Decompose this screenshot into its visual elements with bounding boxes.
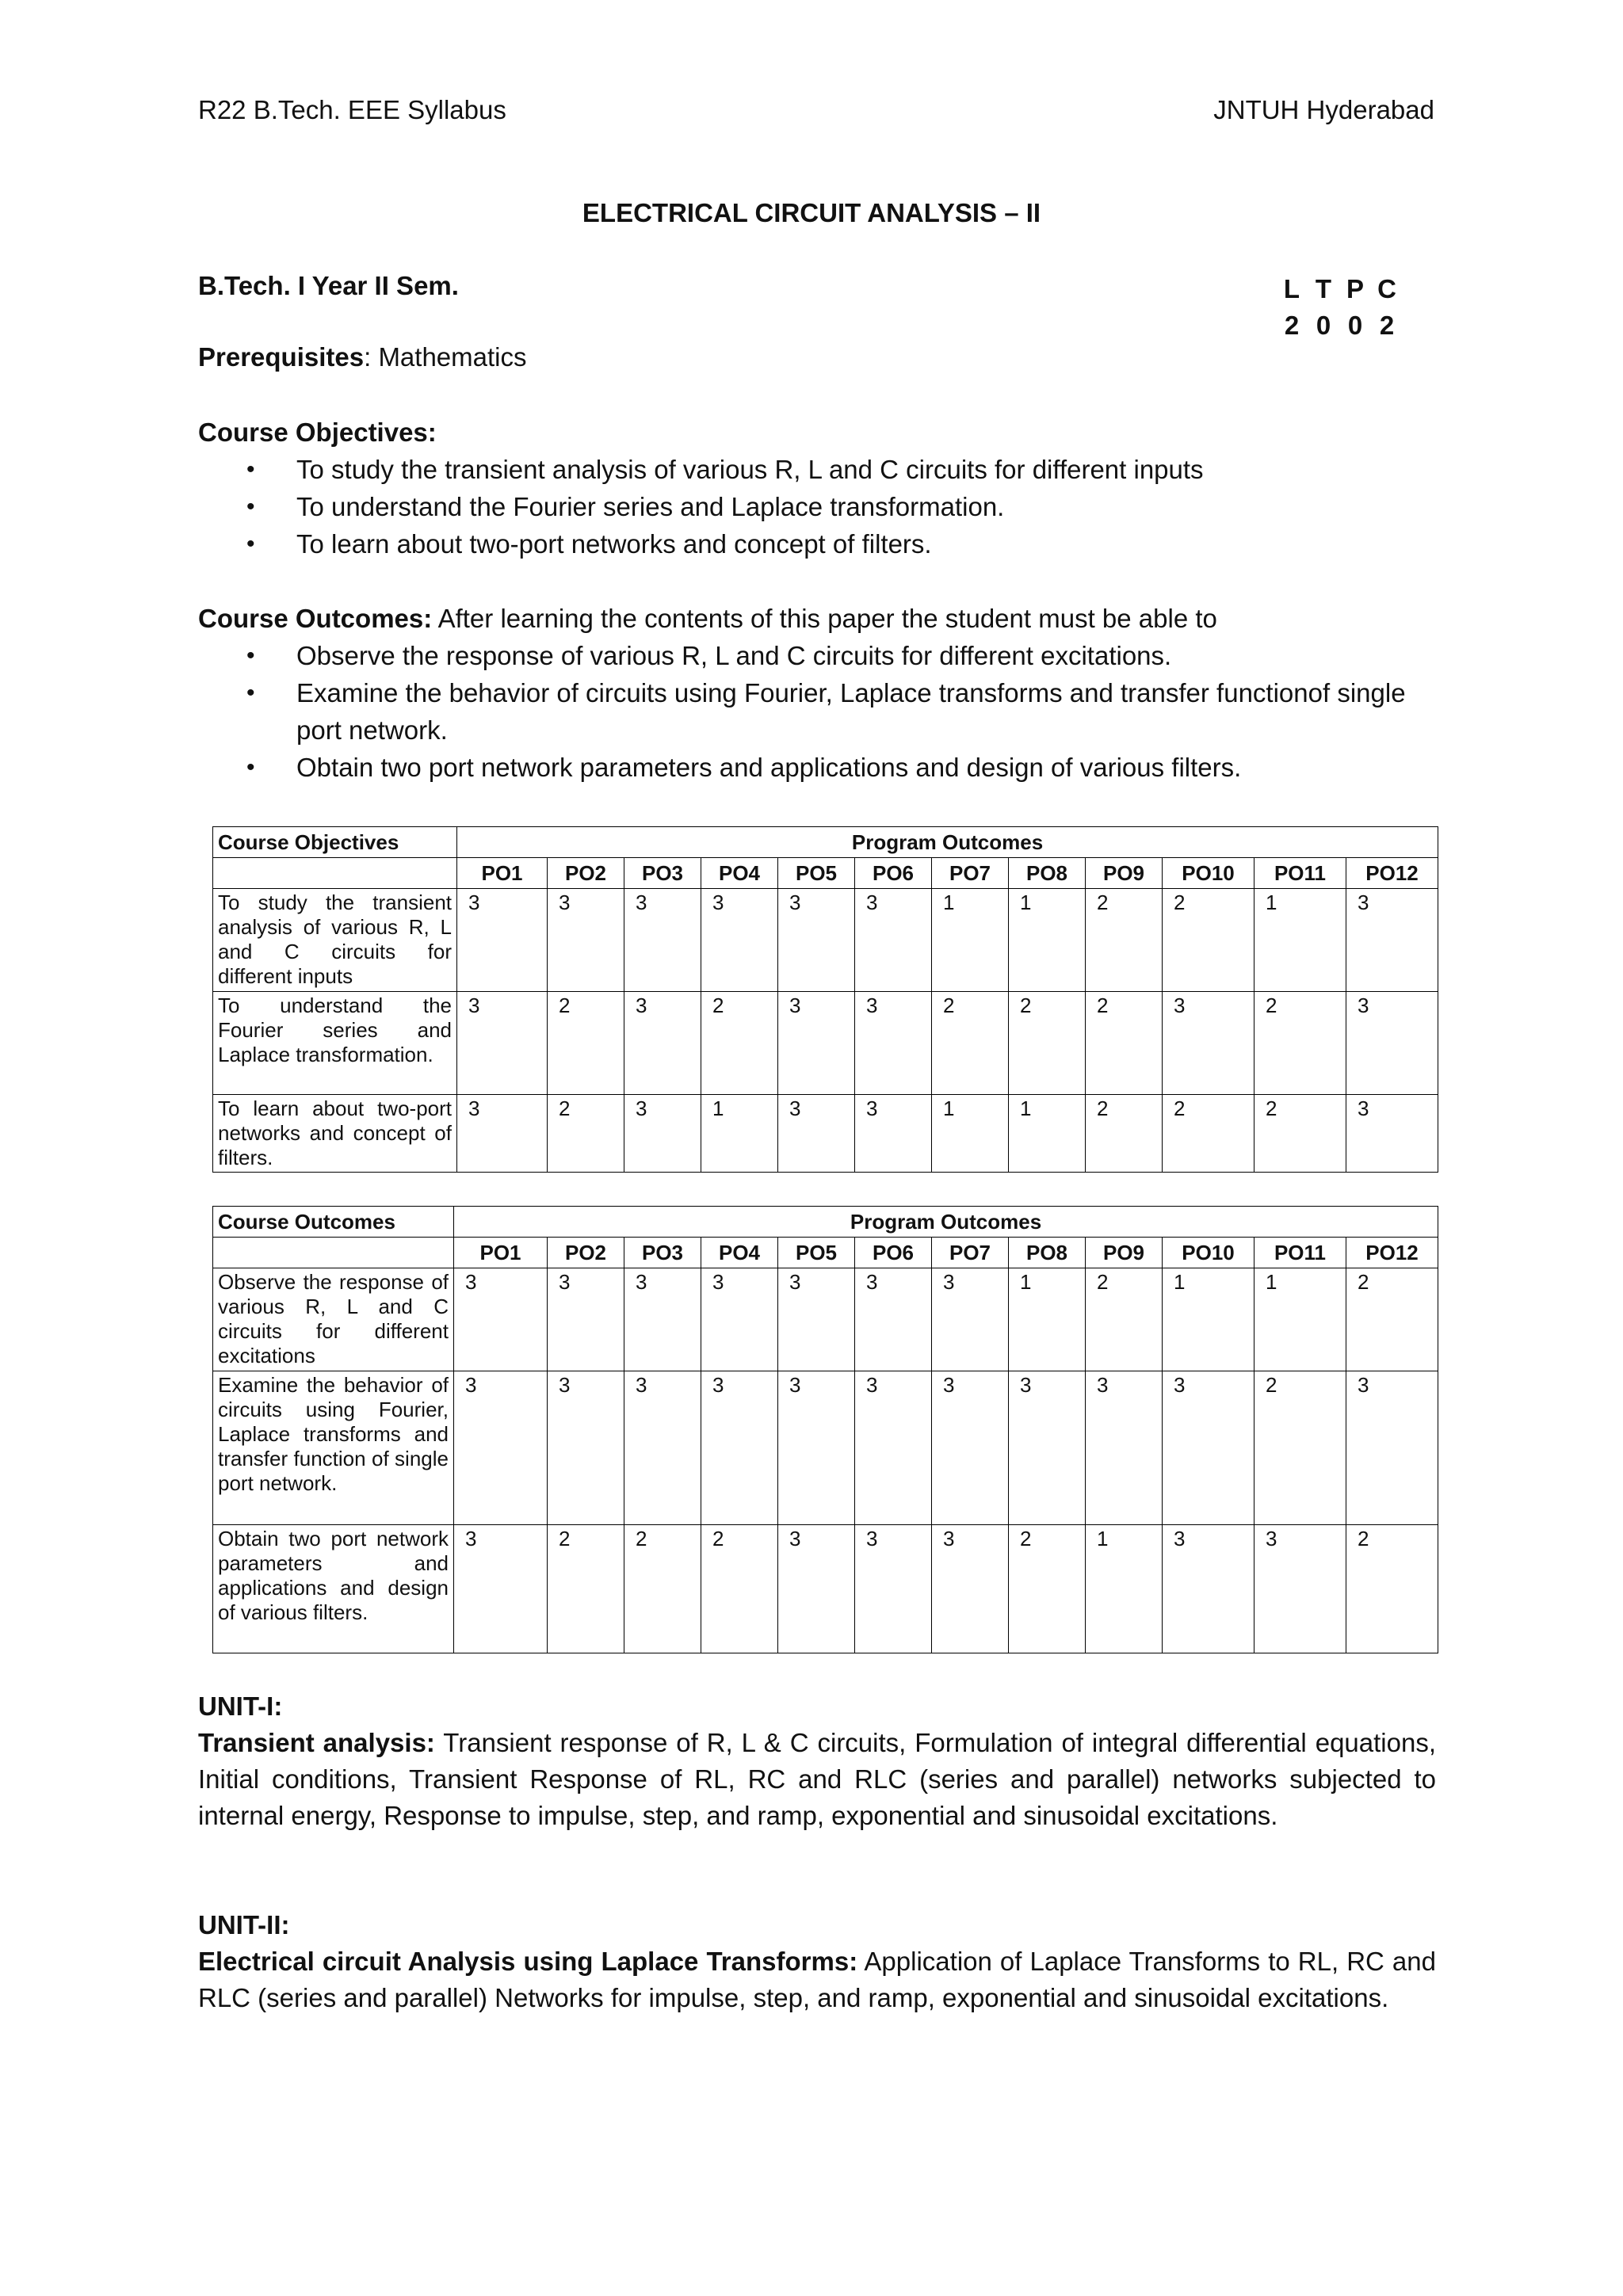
po-value: 1: [1086, 1525, 1163, 1653]
outcome-item: • Obtain two port network parameters and applications and design of various filters.: [296, 749, 1436, 786]
po-column-header: PO10: [1163, 858, 1254, 889]
program-outcomes-header: Program Outcomes: [454, 1207, 1438, 1238]
po-value: 2: [1163, 1095, 1254, 1173]
po-value: 2: [548, 1095, 624, 1173]
po-value: 2: [624, 1525, 701, 1653]
po-value: 3: [454, 1371, 548, 1525]
po-value: 3: [1163, 1371, 1254, 1525]
po-column-header: PO12: [1346, 858, 1438, 889]
po-value: 2: [1086, 992, 1163, 1095]
objective-item: • To study the transient analysis of various R, L and C circuits for different inputs: [296, 451, 1436, 488]
po-value: 3: [1346, 1371, 1438, 1525]
ltpc-table: [1276, 271, 1403, 344]
po-column-header: PO9: [1086, 1238, 1163, 1268]
row-label: Observe the response of various R, L and C circuits for different excitations: [213, 1268, 454, 1371]
ltpc-value-t: 0: [1316, 311, 1331, 340]
header-right: JNTUH Hyderabad: [1213, 95, 1434, 124]
po-column-header: PO1: [454, 1238, 548, 1268]
po-value: 2: [1346, 1525, 1438, 1653]
ltpc-value-l: 2: [1284, 311, 1300, 340]
po-value: 2: [1254, 1371, 1346, 1525]
po-column-header: PO4: [701, 1238, 778, 1268]
po-value: 3: [855, 992, 932, 1095]
table-row: [213, 1525, 1438, 1653]
po-column-header: PO6: [855, 1238, 932, 1268]
po-value: 3: [778, 1095, 855, 1173]
po-value: 3: [855, 1525, 932, 1653]
outcomes-heading: Course Outcomes:: [198, 604, 433, 633]
prerequisites-label: Prerequisites: [198, 342, 365, 372]
po-value: 2: [1346, 1268, 1438, 1371]
objectives-list: [198, 451, 1436, 563]
po-column-header: PO5: [778, 858, 855, 889]
po-value: 3: [932, 1371, 1009, 1525]
unit-2-heading: UNIT-II:: [198, 1910, 290, 1939]
po-value: 3: [457, 1095, 548, 1173]
blank-header-cell: [213, 858, 457, 889]
ltpc-value-c: 2: [1379, 311, 1395, 340]
po-value: 2: [548, 1525, 624, 1653]
po-value: 3: [1163, 992, 1254, 1095]
row-label: To study the transient analysis of various R, L and C circuits for different inputs: [213, 889, 457, 992]
po-value: 3: [701, 1268, 778, 1371]
po-value: 3: [548, 889, 624, 992]
po-value: 3: [548, 1268, 624, 1371]
po-column-header: PO9: [1086, 858, 1163, 889]
unit-2: [198, 1907, 1436, 2016]
ltpc-label-p: P: [1346, 274, 1364, 303]
course-outcomes: [198, 600, 1436, 786]
objective-item: • To understand the Fourier series and Laplace transformation.: [296, 488, 1436, 525]
row-label: Obtain two port network parameters and applications and design of various filters.: [213, 1525, 454, 1653]
po-value: 1: [701, 1095, 778, 1173]
po-value: 3: [855, 1371, 932, 1525]
po-value: 3: [454, 1268, 548, 1371]
po-value: 3: [548, 1371, 624, 1525]
po-value: 2: [1009, 992, 1086, 1095]
po-column-header: PO2: [548, 858, 624, 889]
po-value: 1: [932, 889, 1009, 992]
po-value: 3: [855, 1095, 932, 1173]
po-value: 2: [1009, 1525, 1086, 1653]
po-value: 3: [701, 1371, 778, 1525]
po-value: 2: [701, 992, 778, 1095]
outcomes-list: [198, 637, 1436, 786]
unit-1-topic: Transient analysis:: [198, 1728, 435, 1757]
outcome-item: • Examine the behavior of circuits using Fourier, Laplace transforms and transfer functionof single port network.: [296, 674, 1436, 749]
table-row: [213, 1371, 1438, 1525]
po-value: 3: [624, 992, 701, 1095]
po-value: 3: [457, 889, 548, 992]
po-value: 1: [1163, 1268, 1254, 1371]
course-title: ELECTRICAL CIRCUIT ANALYSIS – II: [582, 198, 1041, 227]
po-value: 3: [701, 889, 778, 992]
po-value: 3: [624, 1095, 701, 1173]
po-value: 2: [1163, 889, 1254, 992]
po-value: 3: [1009, 1371, 1086, 1525]
po-column-header: PO12: [1346, 1238, 1438, 1268]
ltpc-value-p: 0: [1347, 311, 1363, 340]
row-label: Examine the behavior of circuits using Fourier, Laplace transforms and transfer function of single port network.: [213, 1371, 454, 1525]
table-row: [213, 992, 1438, 1095]
prerequisites: [198, 342, 527, 372]
po-value: 2: [932, 992, 1009, 1095]
po-value: 3: [1346, 1095, 1438, 1173]
po-value: 3: [778, 1268, 855, 1371]
po-value: 3: [1086, 1371, 1163, 1525]
table-row: [213, 1268, 1438, 1371]
table-row: [213, 889, 1438, 992]
unit-1: [198, 1688, 1436, 1834]
po-value: 3: [778, 992, 855, 1095]
row-label: To learn about two-port networks and concept of filters.: [213, 1095, 457, 1173]
po-column-header: PO11: [1254, 1238, 1346, 1268]
po-value: 1: [1254, 889, 1346, 992]
table-corner-header: Course Outcomes: [213, 1207, 454, 1238]
po-value: 1: [1009, 889, 1086, 992]
po-value: 2: [1086, 1268, 1163, 1371]
semester: B.Tech. I Year II Sem.: [198, 271, 459, 300]
table-corner-header: Course Objectives: [213, 827, 457, 858]
unit-2-topic: Electrical circuit Analysis using Laplace Transforms:: [198, 1947, 858, 1976]
unit-2-text: Application of Laplace Transforms to RL, RC and RLC (series and parallel) Networks for impulse, step, and ramp, exponential and sinusoidal excitations.: [198, 1947, 1436, 2012]
po-column-header: PO10: [1163, 1238, 1254, 1268]
objective-item: • To learn about two-port networks and concept of filters.: [296, 525, 1436, 563]
po-column-header: PO1: [457, 858, 548, 889]
outcomes-po-table: [212, 1206, 1438, 1653]
po-value: 1: [1009, 1268, 1086, 1371]
po-value: 3: [457, 992, 548, 1095]
po-column-header: PO5: [778, 1238, 855, 1268]
po-value: 1: [932, 1095, 1009, 1173]
po-column-header: PO8: [1009, 858, 1086, 889]
po-value: 2: [1086, 889, 1163, 992]
prerequisites-value: : Mathematics: [364, 342, 527, 372]
po-column-header: PO7: [932, 858, 1009, 889]
po-value: 2: [548, 992, 624, 1095]
po-value: 2: [1254, 992, 1346, 1095]
po-value: 3: [1346, 992, 1438, 1095]
po-value: 3: [778, 1525, 855, 1653]
po-column-header: PO2: [548, 1238, 624, 1268]
objectives-heading: Course Objectives:: [198, 418, 437, 447]
po-column-header: PO8: [1009, 1238, 1086, 1268]
ltpc-label-t: T: [1315, 274, 1332, 303]
blank-header-cell: [213, 1238, 454, 1268]
po-column-header: PO7: [932, 1238, 1009, 1268]
po-value: 1: [1009, 1095, 1086, 1173]
po-value: 3: [778, 1371, 855, 1525]
unit-1-text: Transient response of R, L & C circuits, Formulation of integral differential equations, Initial conditions, Transient Response of RL, RC and RLC (series and parallel) networks subjected to internal energy, Response to impulse, step, and ramp, exponential and sinusoidal excitations.: [198, 1728, 1436, 1830]
po-value: 3: [1254, 1525, 1346, 1653]
po-value: 2: [1086, 1095, 1163, 1173]
po-column-header: PO3: [624, 858, 701, 889]
outcomes-intro: After learning the contents of this paper the student must be able to: [432, 604, 1217, 633]
po-value: 3: [778, 889, 855, 992]
course-objectives: [198, 414, 1436, 563]
po-column-header: PO4: [701, 858, 778, 889]
po-value: 3: [855, 1268, 932, 1371]
objectives-po-table: [212, 826, 1438, 1173]
program-outcomes-header: Program Outcomes: [457, 827, 1438, 858]
po-value: 3: [624, 1268, 701, 1371]
po-value: 3: [624, 1371, 701, 1525]
po-value: 3: [855, 889, 932, 992]
po-value: 3: [624, 889, 701, 992]
header-left: R22 B.Tech. EEE Syllabus: [198, 95, 506, 124]
po-column-header: PO3: [624, 1238, 701, 1268]
po-value: 2: [1254, 1095, 1346, 1173]
po-value: 3: [1346, 889, 1438, 992]
po-value: 3: [932, 1268, 1009, 1371]
ltpc-label-l: L: [1283, 274, 1300, 303]
po-value: 1: [1254, 1268, 1346, 1371]
row-label: To understand the Fourier series and Laplace transformation.: [213, 992, 457, 1095]
outcome-item: • Observe the response of various R, L and C circuits for different excitations.: [296, 637, 1436, 674]
po-value: 3: [454, 1525, 548, 1653]
po-value: 3: [1163, 1525, 1254, 1653]
po-value: 3: [932, 1525, 1009, 1653]
po-column-header: PO6: [855, 858, 932, 889]
po-value: 2: [701, 1525, 778, 1653]
table-row: [213, 1095, 1438, 1173]
po-column-header: PO11: [1254, 858, 1346, 889]
unit-1-heading: UNIT-I:: [198, 1691, 283, 1721]
ltpc-label-c: C: [1377, 274, 1396, 303]
